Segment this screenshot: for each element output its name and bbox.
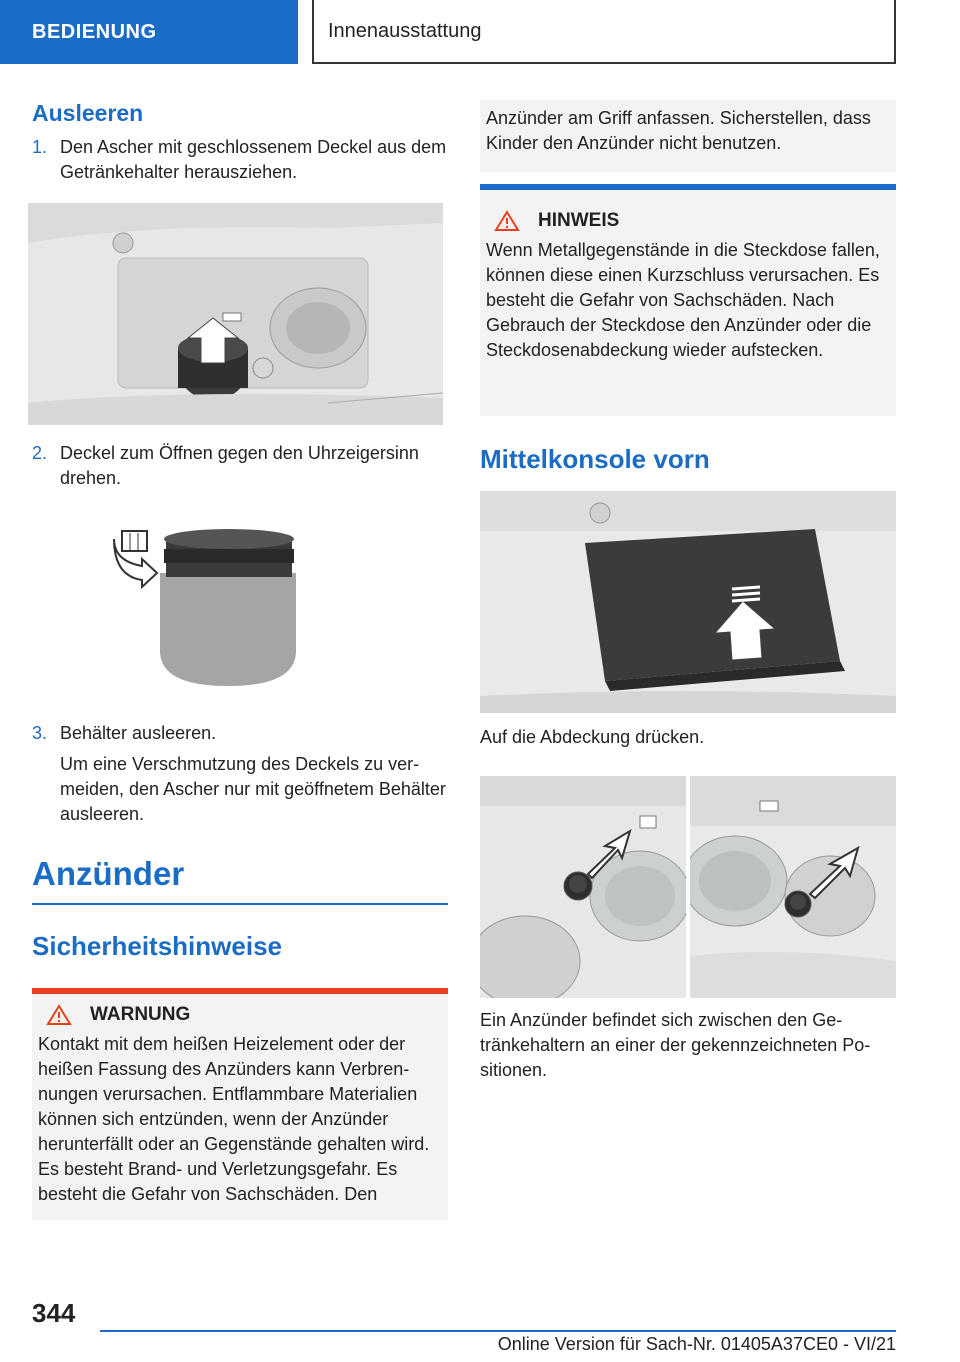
warning-text: Kontakt mit dem heißen Heizelement oder der heißen Fassung des Anzünders kann Verbrennungen verursachen. Entflammbare Materialien können sich entzünden, wenn der Anzünder herunterfällt oder an Gegenstände gehalten wird. Es besteht Brand- und Verletzungsgefahr. Es besteht die Gefahr von Sachschäden. Den: [38, 1034, 430, 1204]
warning-box-continued: [480, 100, 896, 172]
lighter-right-illustration: [690, 776, 896, 998]
step-text: Den Ascher mit geschlossenem Deckel aus dem Getränkehalter herausziehen.: [60, 137, 447, 182]
step-text: Deckel zum Öffnen gegen den Uhrzeigersinn drehen.: [60, 443, 419, 488]
step-2: [32, 441, 448, 491]
lighter-left-illustration: [480, 776, 686, 998]
chapter-tab: Innenausstattung: [312, 0, 896, 64]
section-tab: BEDIENUNG: [0, 0, 298, 64]
page-number: 344: [32, 1298, 76, 1328]
lighter-position-left-image: [480, 776, 686, 998]
step-number: 1.: [32, 137, 48, 157]
note-title-text: HINWEIS: [538, 210, 620, 231]
step-3-note: Um eine Verschmutzung des Deckels zu vermeiden, den Ascher nur mit geöffnetem Behälter ausleeren.: [60, 754, 446, 824]
console-cover-illustration: [480, 491, 896, 713]
lighter-position-right-image: [690, 776, 896, 998]
left-column: [32, 100, 448, 1220]
heading-ausleeren: Ausleeren: [32, 100, 144, 126]
caption-lighter-position: Ein Anzünder befindet sich zwischen den Getränkehaltern an einer der gekennzeichneten Positionen.: [480, 1010, 871, 1080]
warning-box: [32, 988, 448, 1220]
footer-text: Online Version für Sach-Nr. 01405A37CE0 - VI/21: [497, 1334, 896, 1354]
heading-rule: [32, 903, 448, 905]
caption-cover: Auf die Abdeckung drücken.: [480, 727, 705, 747]
warning-title: [32, 994, 448, 1026]
console-cover-image: [480, 491, 896, 713]
ashtray-console-image: [28, 203, 443, 425]
warning-text-continued: Anzünder am Griff anfassen. Sicherstellen, dass Kinder den Anzünder nicht benutzen.: [486, 108, 871, 153]
heading-mittelkonsole: Mittelkonsole vorn: [480, 444, 710, 474]
note-text: Wenn Metallgegenstände in die Steckdose fallen, können diese einen Kurzschluss verursachen. Es besteht die Gefahr von Sachschäden. Nach Gebrauch der Steckdose den Anzünder oder die Steckdosenabdeckung wieder aufstecken.: [486, 240, 880, 360]
ashtray-illustration: [32, 511, 448, 701]
console-illustration: [28, 203, 443, 425]
warning-icon: [46, 1004, 72, 1026]
heading-anzuender: Anzünder: [32, 855, 185, 892]
note-title: [480, 190, 896, 232]
step-1: [32, 135, 448, 185]
footer-rule: [100, 1330, 896, 1332]
warning-title-text: WARNUNG: [90, 1004, 191, 1025]
caution-icon: [494, 210, 520, 232]
step-text: Behälter ausleeren.: [60, 723, 217, 743]
step-3: [32, 721, 448, 746]
lighter-position-images: [480, 776, 896, 998]
right-column: [480, 100, 896, 1083]
step-number: 2.: [32, 443, 48, 463]
ashtray-open-image: [32, 511, 448, 701]
note-box: [480, 184, 896, 416]
heading-sicherheitshinweise: Sicherheitshinweise: [32, 931, 282, 961]
step-number: 3.: [32, 723, 48, 743]
